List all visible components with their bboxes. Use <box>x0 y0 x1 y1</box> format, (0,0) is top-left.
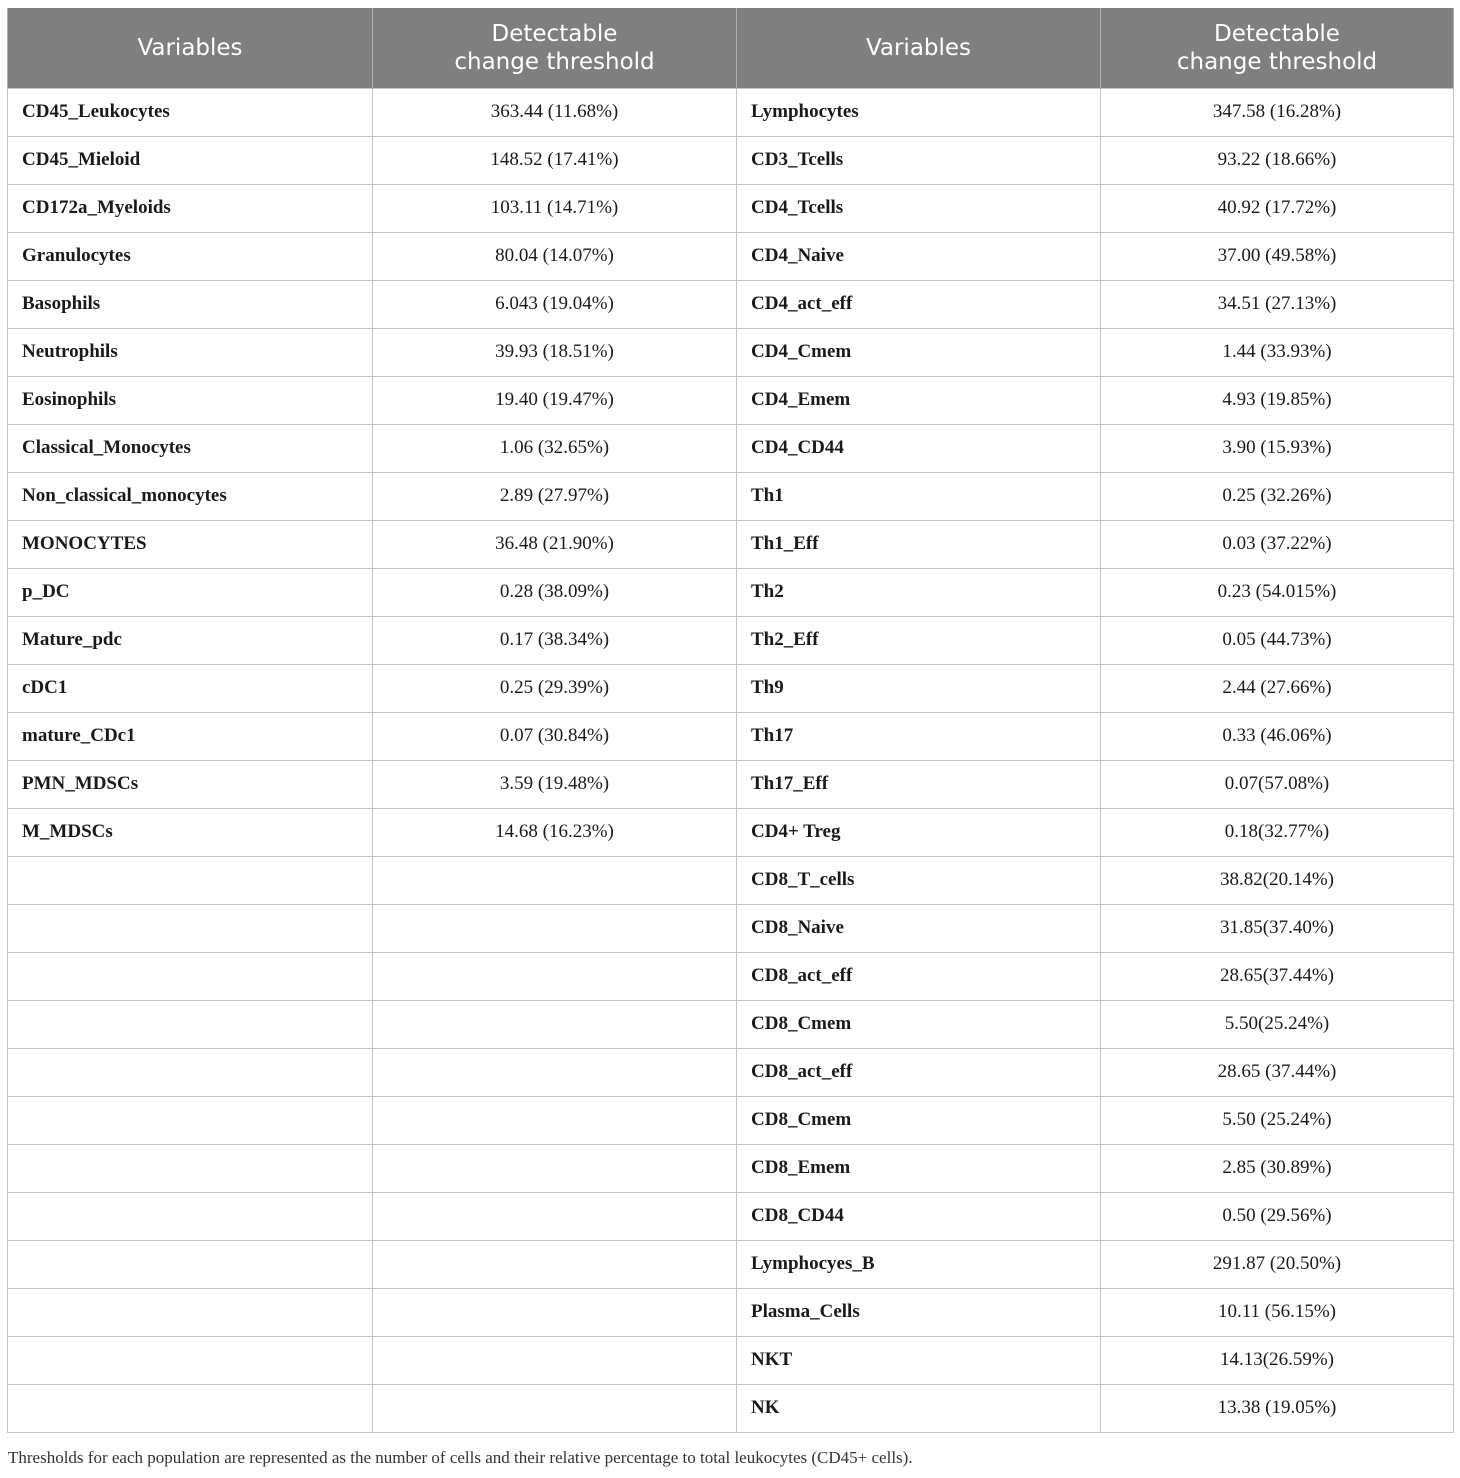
table-row <box>8 568 1454 616</box>
right-variable-cell: Th9 <box>737 664 1101 712</box>
left-threshold-cell <box>373 1096 737 1144</box>
left-threshold-cell: 103.11 (14.71%) <box>373 184 737 232</box>
header-row <box>8 8 1454 88</box>
left-threshold-cell: 80.04 (14.07%) <box>373 232 737 280</box>
left-variable-cell: Eosinophils <box>8 376 373 424</box>
left-variable-cell: PMN_MDSCs <box>8 760 373 808</box>
header-label-line1: Detectable <box>1214 20 1340 47</box>
right-threshold-cell: 34.51 (27.13%) <box>1101 280 1454 328</box>
left-variable-cell <box>8 1336 373 1384</box>
header-label-line2: change threshold <box>454 48 655 75</box>
right-threshold-cell: 93.22 (18.66%) <box>1101 136 1454 184</box>
right-variable-cell: Th2_Eff <box>737 616 1101 664</box>
left-variable-cell: mature_CDc1 <box>8 712 373 760</box>
left-variable-cell <box>8 904 373 952</box>
left-variable-cell: cDC1 <box>8 664 373 712</box>
table-row <box>8 1144 1454 1192</box>
right-variable-cell: Th1 <box>737 472 1101 520</box>
right-variable-cell: CD3_Tcells <box>737 136 1101 184</box>
left-threshold-cell <box>373 1336 737 1384</box>
table-row <box>8 1096 1454 1144</box>
left-threshold-cell <box>373 1192 737 1240</box>
left-threshold-cell: 1.06 (32.65%) <box>373 424 737 472</box>
left-threshold-cell: 39.93 (18.51%) <box>373 328 737 376</box>
right-threshold-cell: 0.07(57.08%) <box>1101 760 1454 808</box>
table-row <box>8 424 1454 472</box>
left-threshold-cell: 36.48 (21.90%) <box>373 520 737 568</box>
left-variable-cell: Granulocytes <box>8 232 373 280</box>
table-row <box>8 328 1454 376</box>
right-threshold-cell: 0.23 (54.015%) <box>1101 568 1454 616</box>
right-threshold-cell: 0.18(32.77%) <box>1101 808 1454 856</box>
left-variable-cell: p_DC <box>8 568 373 616</box>
left-threshold-cell: 0.28 (38.09%) <box>373 568 737 616</box>
table-row <box>8 376 1454 424</box>
left-variable-cell <box>8 1384 373 1432</box>
right-variable-cell: CD8_act_eff <box>737 952 1101 1000</box>
right-variable-cell: CD8_CD44 <box>737 1192 1101 1240</box>
threshold-table <box>7 8 1454 1433</box>
header-threshold-right <box>1101 8 1454 88</box>
right-threshold-cell: 38.82(20.14%) <box>1101 856 1454 904</box>
right-variable-cell: CD8_Cmem <box>737 1000 1101 1048</box>
threshold-table-container <box>7 8 1453 1433</box>
header-label-line2: change threshold <box>1176 48 1378 75</box>
right-threshold-cell: 40.92 (17.72%) <box>1101 184 1454 232</box>
left-variable-cell <box>8 1192 373 1240</box>
table-row <box>8 952 1454 1000</box>
left-variable-cell: CD45_Mieloid <box>8 136 373 184</box>
left-variable-cell: M_MDSCs <box>8 808 373 856</box>
left-variable-cell: MONOCYTES <box>8 520 373 568</box>
left-variable-cell: Neutrophils <box>8 328 373 376</box>
left-threshold-cell: 363.44 (11.68%) <box>373 88 737 136</box>
right-threshold-cell: 2.44 (27.66%) <box>1101 664 1454 712</box>
left-threshold-cell <box>373 1048 737 1096</box>
right-variable-cell: Th17 <box>737 712 1101 760</box>
table-row <box>8 1384 1454 1432</box>
table-row <box>8 1288 1454 1336</box>
right-variable-cell: Th2 <box>737 568 1101 616</box>
header-label: Variables <box>865 34 972 61</box>
table-row <box>8 136 1454 184</box>
table-footnote: Thresholds for each population are represented as the number of cells and their relative percentage to total leukocytes (CD45+ cells). <box>8 1448 913 1467</box>
right-variable-cell: CD4_CD44 <box>737 424 1101 472</box>
left-threshold-cell: 0.07 (30.84%) <box>373 712 737 760</box>
left-variable-cell <box>8 1048 373 1096</box>
right-variable-cell: Th17_Eff <box>737 760 1101 808</box>
table-header <box>8 8 1454 88</box>
table-row <box>8 760 1454 808</box>
table-row <box>8 1240 1454 1288</box>
table-row <box>8 712 1454 760</box>
table-row <box>8 1000 1454 1048</box>
left-variable-cell <box>8 856 373 904</box>
left-threshold-cell <box>373 856 737 904</box>
left-threshold-cell <box>373 952 737 1000</box>
left-threshold-cell: 2.89 (27.97%) <box>373 472 737 520</box>
table-row <box>8 616 1454 664</box>
left-threshold-cell <box>373 904 737 952</box>
right-threshold-cell: 2.85 (30.89%) <box>1101 1144 1454 1192</box>
header-label-line1: Detectable <box>491 20 618 47</box>
left-threshold-cell: 3.59 (19.48%) <box>373 760 737 808</box>
right-variable-cell: Lymphocyes_B <box>737 1240 1101 1288</box>
left-threshold-cell <box>373 1288 737 1336</box>
left-threshold-cell: 0.17 (38.34%) <box>373 616 737 664</box>
table-row <box>8 232 1454 280</box>
left-variable-cell: Non_classical_monocytes <box>8 472 373 520</box>
table-row <box>8 1048 1454 1096</box>
right-variable-cell: NK <box>737 1384 1101 1432</box>
right-threshold-cell: 37.00 (49.58%) <box>1101 232 1454 280</box>
table-row <box>8 904 1454 952</box>
left-variable-cell: Basophils <box>8 280 373 328</box>
right-threshold-cell: 291.87 (20.50%) <box>1101 1240 1454 1288</box>
right-threshold-cell: 10.11 (56.15%) <box>1101 1288 1454 1336</box>
left-threshold-cell: 14.68 (16.23%) <box>373 808 737 856</box>
table-row <box>8 472 1454 520</box>
right-threshold-cell: 14.13(26.59%) <box>1101 1336 1454 1384</box>
right-variable-cell: CD8_Cmem <box>737 1096 1101 1144</box>
header-label: Variables <box>137 34 243 61</box>
left-threshold-cell: 19.40 (19.47%) <box>373 376 737 424</box>
right-threshold-cell: 5.50 (25.24%) <box>1101 1096 1454 1144</box>
left-variable-cell <box>8 1144 373 1192</box>
table-row <box>8 520 1454 568</box>
header-threshold-left <box>373 8 737 88</box>
left-variable-cell <box>8 1240 373 1288</box>
table-row <box>8 280 1454 328</box>
left-variable-cell: CD172a_Myeloids <box>8 184 373 232</box>
left-variable-cell <box>8 1000 373 1048</box>
right-threshold-cell: 347.58 (16.28%) <box>1101 88 1454 136</box>
table-row <box>8 88 1454 136</box>
table-row <box>8 856 1454 904</box>
table-row <box>8 808 1454 856</box>
left-threshold-cell: 0.25 (29.39%) <box>373 664 737 712</box>
right-variable-cell: CD8_Naive <box>737 904 1101 952</box>
header-variables-left <box>8 8 373 88</box>
right-variable-cell: Lymphocytes <box>737 88 1101 136</box>
left-threshold-cell: 148.52 (17.41%) <box>373 136 737 184</box>
right-threshold-cell: 28.65(37.44%) <box>1101 952 1454 1000</box>
right-threshold-cell: 0.05 (44.73%) <box>1101 616 1454 664</box>
right-variable-cell: CD8_Emem <box>737 1144 1101 1192</box>
left-threshold-cell: 6.043 (19.04%) <box>373 280 737 328</box>
right-threshold-cell: 13.38 (19.05%) <box>1101 1384 1454 1432</box>
right-threshold-cell: 5.50(25.24%) <box>1101 1000 1454 1048</box>
right-variable-cell: CD8_act_eff <box>737 1048 1101 1096</box>
table-row <box>8 1192 1454 1240</box>
right-variable-cell: Th1_Eff <box>737 520 1101 568</box>
left-variable-cell: Mature_pdc <box>8 616 373 664</box>
right-variable-cell: CD4_Naive <box>737 232 1101 280</box>
table-row <box>8 1336 1454 1384</box>
right-variable-cell: CD4_Tcells <box>737 184 1101 232</box>
right-threshold-cell: 0.33 (46.06%) <box>1101 712 1454 760</box>
right-variable-cell: NKT <box>737 1336 1101 1384</box>
left-threshold-cell <box>373 1384 737 1432</box>
right-threshold-cell: 4.93 (19.85%) <box>1101 376 1454 424</box>
table-row <box>8 664 1454 712</box>
header-variables-right <box>737 8 1101 88</box>
right-variable-cell: CD4_Cmem <box>737 328 1101 376</box>
table-row <box>8 184 1454 232</box>
right-threshold-cell: 0.03 (37.22%) <box>1101 520 1454 568</box>
right-variable-cell: CD8_T_cells <box>737 856 1101 904</box>
left-threshold-cell <box>373 1240 737 1288</box>
right-threshold-cell: 0.25 (32.26%) <box>1101 472 1454 520</box>
right-threshold-cell: 3.90 (15.93%) <box>1101 424 1454 472</box>
right-threshold-cell: 31.85(37.40%) <box>1101 904 1454 952</box>
right-threshold-cell: 1.44 (33.93%) <box>1101 328 1454 376</box>
left-variable-cell <box>8 1096 373 1144</box>
right-variable-cell: CD4_act_eff <box>737 280 1101 328</box>
left-variable-cell: CD45_Leukocytes <box>8 88 373 136</box>
left-variable-cell: Classical_Monocytes <box>8 424 373 472</box>
right-threshold-cell: 0.50 (29.56%) <box>1101 1192 1454 1240</box>
left-threshold-cell <box>373 1144 737 1192</box>
left-variable-cell <box>8 1288 373 1336</box>
left-threshold-cell <box>373 1000 737 1048</box>
table-body <box>8 88 1454 1432</box>
right-variable-cell: CD4_Emem <box>737 376 1101 424</box>
left-variable-cell <box>8 952 373 1000</box>
right-variable-cell: Plasma_Cells <box>737 1288 1101 1336</box>
right-threshold-cell: 28.65 (37.44%) <box>1101 1048 1454 1096</box>
right-variable-cell: CD4+ Treg <box>737 808 1101 856</box>
